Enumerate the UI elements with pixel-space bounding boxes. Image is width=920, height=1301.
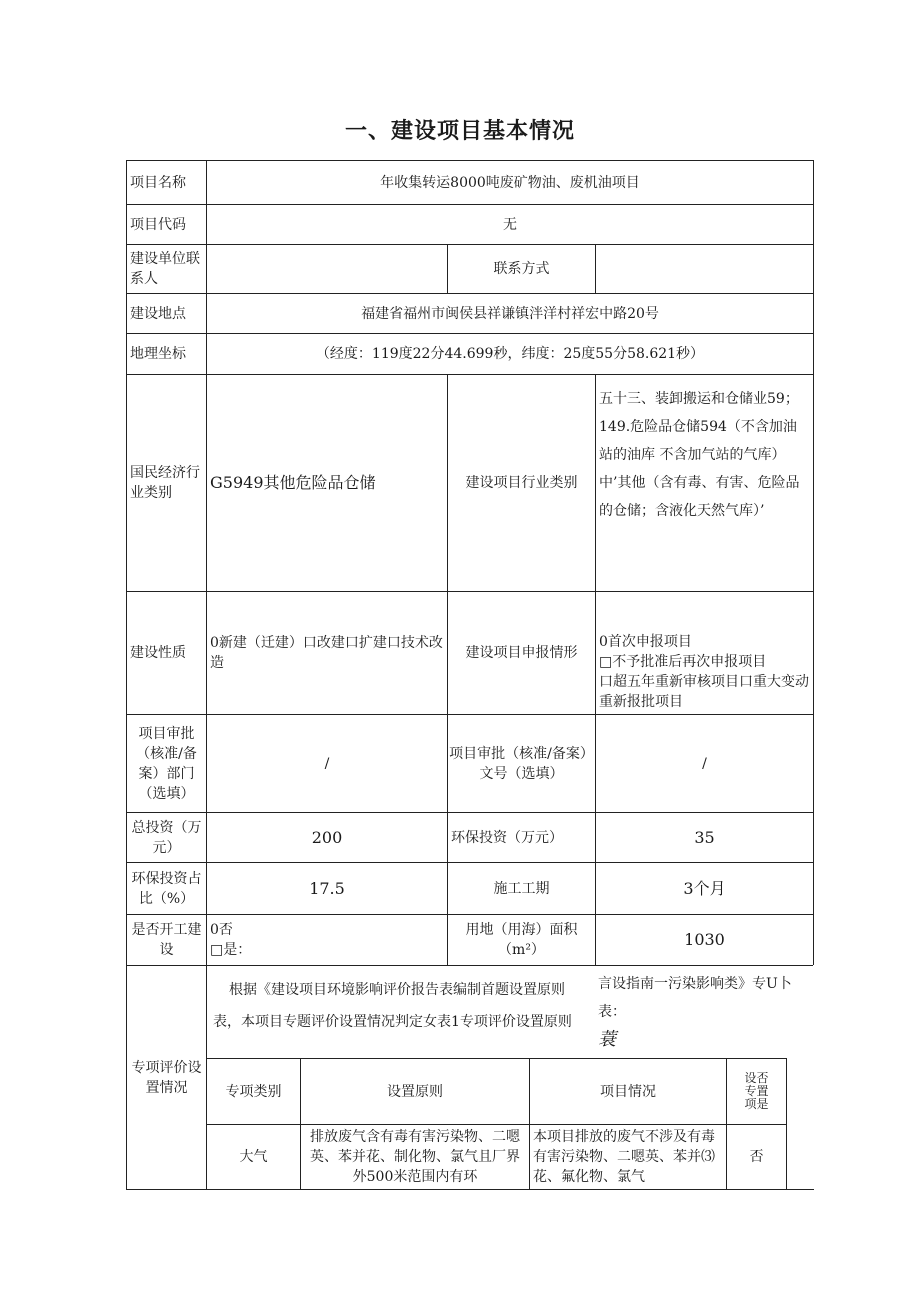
sub-row-category: 大气 [206, 1124, 300, 1189]
sub-header-category: 专项类别 [206, 1058, 300, 1124]
sub-header-result: 设否专置项是 [726, 1058, 786, 1124]
industry-value: G5949其他危险品仓储 [206, 374, 447, 591]
nature-label: 建设性质 [126, 591, 206, 714]
project-code-value: 无 [206, 204, 813, 244]
ratio-label: 环保投资占比（%） [126, 862, 206, 914]
coords-label: 地理坐标 [126, 333, 206, 374]
special-paragraph-left: 根据《建设项目环境影响评价报告表编制首题设置原则表，本项目专题评价设置情况判定女表1专项评价设置原则 [206, 965, 595, 1058]
declaration-value: 0首次申报项目 □不予批准后再次申报项目 口超五年重新审核项目口重大变动重新报批项目 [595, 591, 813, 714]
subtable-right-border [786, 1058, 787, 1189]
land-area-label: 用地（用海）面积（m²） [447, 914, 595, 965]
duration-value: 3个月 [595, 862, 813, 914]
project-name-label: 项目名称 [126, 160, 206, 204]
nature-value: 0新建（迁建）口改建口扩建口技术改造 [206, 591, 447, 714]
approval-doc-label: 项目审批（核准/备案）文号（选填） [447, 714, 595, 812]
investment-label: 总投资（万元） [126, 812, 206, 862]
coords-value: （经度：119度22分44.699秒，纬度：25度55分58.621秒） [206, 333, 813, 374]
sub-row-result: 否 [726, 1124, 786, 1189]
started-value: 0否 □是： [206, 914, 447, 965]
project-industry-label: 建设项目行业类别 [447, 374, 595, 591]
approval-dept-value: / [206, 714, 447, 812]
special-paragraph-right [595, 965, 813, 1058]
contact-value [206, 244, 447, 293]
contact-method-value [595, 244, 813, 293]
page-title: 一、建设项目基本情况 [344, 119, 575, 144]
special-paragraph-right-text: 言设指南一污染影响类》专U卜表： [598, 976, 792, 1020]
location-label: 建设地点 [126, 293, 206, 333]
project-name-value: 年收集转运8000吨废矿物油、废机油项目 [206, 160, 813, 204]
industry-label: 国民经济行业类别 [126, 374, 206, 591]
project-code-label: 项目代码 [126, 204, 206, 244]
special-label: 专项评价设置情况 [126, 965, 206, 1189]
contact-method-label: 联系方式 [447, 244, 595, 293]
location-value: 福建省福州市闽侯县祥谦镇泮洋村祥宏中路20号 [206, 293, 813, 333]
table-bottom-border [126, 1189, 814, 1190]
sub-row-principle: 排放废气含有毒有害污染物、二嗯英、苯并花、制化物、氯气且厂界外500米范围内有环 [300, 1124, 529, 1189]
approval-doc-value: / [595, 714, 813, 812]
table-right-border [813, 160, 814, 965]
env-investment-label: 环保投资（万元） [447, 812, 595, 862]
env-investment-value: 35 [595, 812, 813, 862]
ratio-value: 17.5 [206, 862, 447, 914]
declaration-label: 建设项目申报情形 [447, 591, 595, 714]
duration-label: 施工工期 [447, 862, 595, 914]
investment-value: 200 [206, 812, 447, 862]
sub-row-situation: 本项目排放的废气不涉及有毒有害污染物、二嗯英、苯并⑶花、氟化物、氯气 [529, 1124, 726, 1189]
started-label: 是否开工建设 [126, 914, 206, 965]
sub-header-situation: 项目情况 [529, 1058, 726, 1124]
land-area-value: 1030 [595, 914, 813, 965]
sub-header-principle: 设置原则 [300, 1058, 529, 1124]
project-industry-value: 五十三、装卸搬运和仓储业59；149.危险品仓储594（不含加油站的油库 不含加气站的气库）中’其他（含有毒、有害、危险品的仓储；含液化天然气库）’ [595, 374, 813, 591]
approval-dept-label: 项目审批（核准/备案）部门（选填） [126, 714, 206, 812]
contact-label: 建设单位联系人 [126, 244, 206, 293]
special-paragraph-right-mark: 蓑 [598, 1029, 616, 1050]
